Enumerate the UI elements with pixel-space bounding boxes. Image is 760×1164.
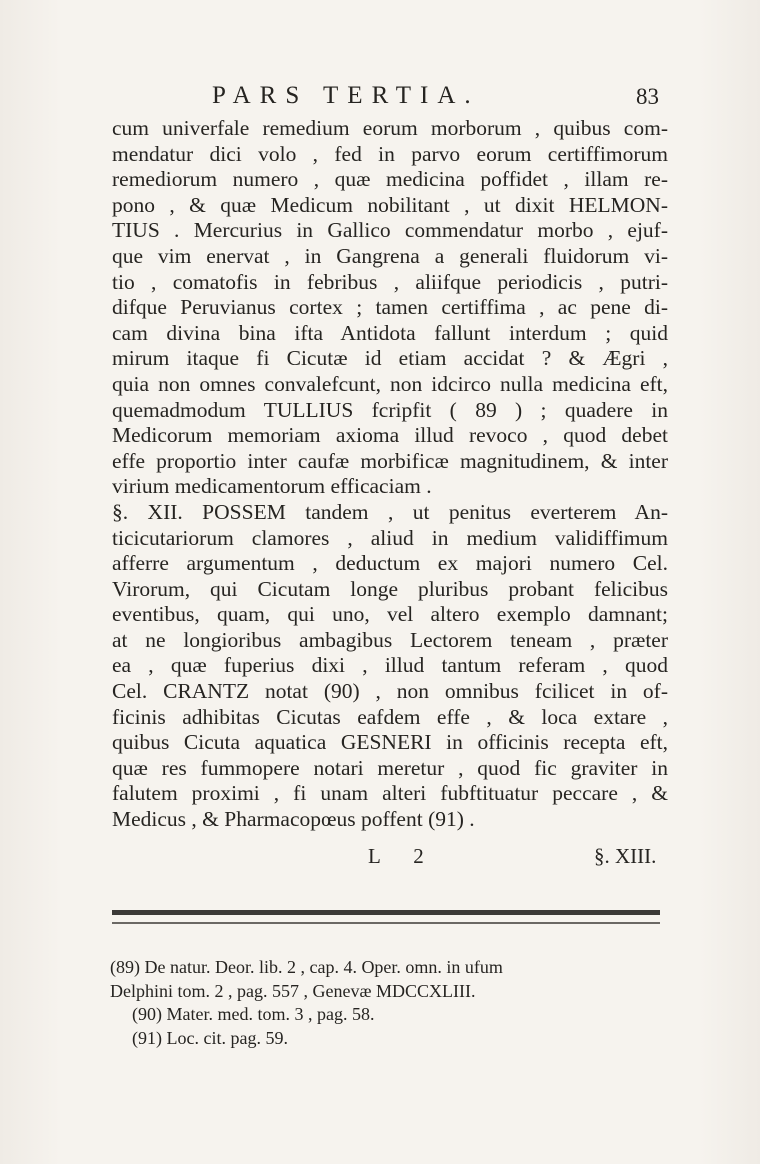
text-line: difque Peruvianus cortex ; tamen certiffima , ac pene di- — [112, 295, 668, 320]
running-head: PARS TERTIA. — [212, 82, 480, 109]
footnote-line: Delphini tom. 2 , pag. 557 , Genevæ MDCCXLIII. — [110, 980, 476, 1001]
footnote-line: (91) Loc. cit. pag. 59. — [132, 1027, 288, 1048]
signature-mark: L 2 — [368, 844, 438, 868]
footnotes — [110, 956, 670, 1050]
text-line: Medicus , & Pharmacopœus poffent (91) . — [112, 807, 475, 832]
text-line: afferre argumentum , deductum ex majori numero Cel. — [112, 551, 668, 576]
page-foot — [368, 844, 668, 872]
text-line: ficinis adhibitas Cicutas eafdem effe , & loca extare , — [112, 704, 668, 729]
footnote-line: (89) De natur. Deor. lib. 2 , cap. 4. Oper. omn. in ufum — [110, 957, 503, 977]
text-line: quibus Cicuta aquatica GESNERI in officinis recepta eft, — [112, 730, 668, 755]
text-line: quemadmodum TULLIUS fcripfit ( 89 ) ; quadere in — [112, 397, 668, 422]
text-line: falutem proximi , fi unam alteri fubftituatur peccare , & — [112, 781, 668, 806]
text-line: Medicorum memoriam axioma illud revoco , quod debet — [112, 423, 668, 448]
body-text — [112, 116, 668, 833]
text-line: Cel. CRANTZ notat (90) , non omnibus fcilicet in of- — [112, 679, 668, 704]
text-line: ticicutariorum clamores , aliud in medium validiffimum — [112, 525, 668, 550]
text-line: remediorum numero , quæ medicina poffidet , illam re- — [112, 167, 668, 192]
text-line: effe proportio inter caufæ morbificæ magnitudinem, & inter — [112, 448, 668, 473]
text-line: pono , & quæ Medicum nobilitant , ut dixit HELMON- — [112, 192, 668, 217]
catchword: §. XIII. — [594, 844, 657, 868]
page-number: 83 — [636, 84, 659, 109]
text-line: quia non omnes convalefcunt, non idcirco nulla medicina eft, — [112, 371, 668, 396]
footnote-line: (90) Mater. med. tom. 3 , pag. 58. — [132, 1004, 375, 1024]
text-line: mirum itaque fi Cicutæ id etiam accidat ? & Ægri , — [112, 346, 668, 371]
text-line: cum univerfale remedium eorum morborum , quibus com- — [112, 116, 668, 140]
text-line: tio , comatofis in febribus , aliifque periodicis , putri- — [112, 269, 668, 294]
footnote-rule — [112, 910, 660, 915]
text-line: cam divina bina ifta Antidota fallunt interdum ; quid — [112, 320, 668, 345]
text-line: ea , quæ fuperius dixi , illud tantum referam , quod — [112, 653, 668, 678]
text-line: §. XII. POSSEM tandem , ut penitus everterem An- — [112, 499, 668, 524]
text-line: quæ res fummopere notari meretur , quod fic graviter in — [112, 755, 668, 780]
text-line: Virorum, qui Cicutam longe pluribus probant felicibus — [112, 576, 668, 601]
page-header — [0, 82, 760, 116]
text-line: eventibus, quam, qui uno, vel altero exemplo damnant; — [112, 602, 668, 627]
text-line: que vim enervat , in Gangrena a generali fluidorum vi- — [112, 243, 668, 268]
text-line: TIUS . Mercurius in Gallico commendatur morbo , ejuf- — [112, 218, 668, 243]
text-line: at ne longioribus ambagibus Lectorem teneam , præter — [112, 627, 668, 652]
footnote-rule-thin — [112, 922, 660, 924]
text-line: mendatur dici volo , fed in parvo eorum certiffimorum — [112, 141, 668, 166]
text-line: virium medicamentorum efficaciam . — [112, 474, 432, 499]
